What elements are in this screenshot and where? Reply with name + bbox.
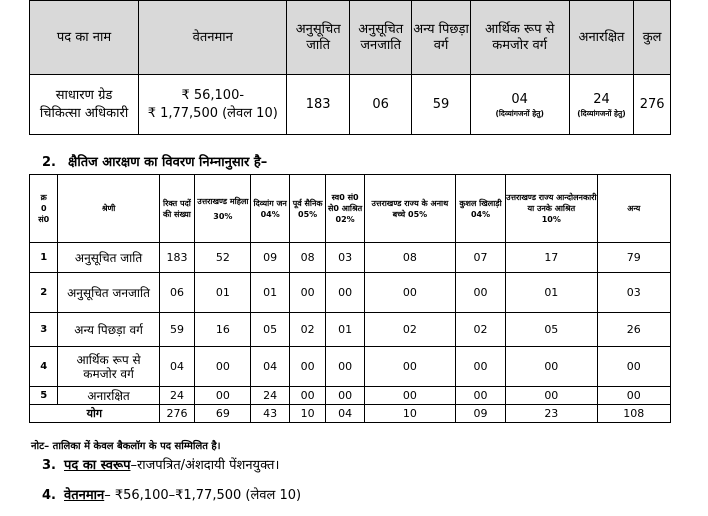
col-vacant: रिक्त पदों की संख्या [159, 175, 195, 243]
serial-h1: क्र [40, 193, 47, 202]
post-nature-label: पद का स्वरूप [64, 458, 131, 473]
ews-note: (दिव्यांगजनों हेतु) [495, 108, 544, 118]
vacancy-row [30, 75, 671, 135]
horizontal-reservation-table [29, 174, 671, 423]
row-value-cell: 00 [289, 387, 325, 405]
row-value-cell: 04 [251, 347, 289, 387]
row-category: अनुसूचित जाति [58, 243, 159, 273]
row-value-cell: 08 [289, 243, 325, 273]
item-3-number: 3. [42, 458, 56, 473]
agitator-label: उत्तराखण्ड राज्य आन्दोलनकारी या उनके आश्रित [506, 193, 597, 213]
pay-scale-label: वेतनमान [64, 488, 105, 503]
total-label: योग [30, 405, 160, 423]
col-category: श्रेणी [58, 175, 159, 243]
row-value-cell: 00 [506, 387, 597, 405]
row-value-cell: 01 [326, 313, 364, 347]
row-value-cell: 00 [195, 387, 251, 405]
row-value-cell: 05 [251, 313, 289, 347]
row-value-cell: 00 [195, 347, 251, 387]
sports-label: कुशल खिलाड़ी [459, 198, 502, 208]
freedom-pct: 02% [335, 215, 355, 224]
row-value-cell: 00 [597, 387, 670, 405]
col-total: कुल [634, 1, 671, 75]
post-nature-line [42, 455, 279, 473]
row-value-cell: 02 [289, 313, 325, 347]
pay-scale-line [42, 485, 301, 503]
row-value-cell: 09 [251, 243, 289, 273]
col-serial [30, 175, 58, 243]
row-serial: 5 [30, 387, 58, 405]
col-pay-scale: वेतनमान [139, 1, 287, 75]
row-serial: 4 [30, 347, 58, 387]
total-value-cell: 10 [364, 405, 455, 423]
row-value-cell: 16 [195, 313, 251, 347]
total-value-cell: 04 [326, 405, 364, 423]
col-obc: अन्य पिछड़ा वर्ग [412, 1, 470, 75]
pay-scale-cell [139, 75, 287, 135]
row-value-cell: 07 [455, 243, 505, 273]
row-value-cell: 24 [159, 387, 195, 405]
row-value-cell: 00 [326, 273, 364, 313]
st-value: 06 [349, 75, 412, 135]
row-serial: 1 [30, 243, 58, 273]
reservation-row [30, 313, 671, 347]
ex-army-label: पूर्व सैनिक [292, 198, 323, 208]
uk-women-label: उत्तराखण्ड महिला [197, 196, 249, 206]
row-category: अनुसूचित जनजाति [58, 273, 159, 313]
row-value-cell: 59 [159, 313, 195, 347]
obc-value: 59 [412, 75, 470, 135]
section-2-heading [42, 152, 267, 170]
row-value-cell: 00 [326, 347, 364, 387]
row-value-cell: 01 [251, 273, 289, 313]
col-sc: अनुसूचित जाति [287, 1, 350, 75]
row-value-cell: 02 [455, 313, 505, 347]
row-value-cell: 08 [364, 243, 455, 273]
row-value-cell: 06 [159, 273, 195, 313]
reservation-table-body [30, 243, 671, 423]
reservation-row [30, 243, 671, 273]
ur-note: (दिव्यांगजनों हेतु) [577, 108, 626, 118]
ews-value: 04 [511, 91, 528, 107]
row-value-cell: 02 [364, 313, 455, 347]
item-4-number: 4. [42, 488, 56, 503]
col-freedom [326, 175, 364, 243]
divyang-label: दिव्यांग जन [253, 198, 287, 208]
freedom-label: स्व0 सं0 से0 आश्रित [327, 193, 363, 213]
pay-scale-value: – ₹56,100–₹1,77,500 (लेवल 10) [104, 488, 302, 503]
post-name-line2: चिकित्सा अधिकारी [39, 105, 129, 121]
total-value-cell: 23 [506, 405, 597, 423]
col-ews: आर्थिक रूप से कमजोर वर्ग [470, 1, 569, 75]
post-nature-value: –राजपत्रित/अंशदायी पेंशनयुक्त। [130, 458, 280, 473]
post-name-cell [30, 75, 139, 135]
row-value-cell: 17 [506, 243, 597, 273]
ur-cell [569, 75, 633, 135]
total-value-cell: 276 [159, 405, 195, 423]
col-orphan: उत्तराखण्ड राज्य के अनाथ बच्चे 05% [364, 175, 455, 243]
vacancy-table-header [30, 1, 671, 75]
reservation-row [30, 273, 671, 313]
pay-line1: ₹ 56,100- [181, 87, 245, 103]
row-value-cell: 05 [506, 313, 597, 347]
row-category: आर्थिक रूप से कमजोर वर्ग [58, 347, 159, 387]
row-value-cell: 00 [364, 273, 455, 313]
col-agitator [506, 175, 597, 243]
col-st: अनुसूचित जनजाति [349, 1, 412, 75]
pay-line2: ₹ 1,77,500 (लेवल 10) [147, 105, 278, 121]
col-other: अन्य [597, 175, 670, 243]
row-value-cell: 00 [289, 273, 325, 313]
total-value: 276 [634, 75, 671, 135]
col-ur: अनारक्षित [569, 1, 633, 75]
vacancy-table [29, 0, 671, 135]
ur-value: 24 [593, 91, 610, 107]
post-name-line1: साधारण ग्रेड [55, 87, 113, 103]
row-value-cell: 52 [195, 243, 251, 273]
sports-pct: 04% [470, 209, 491, 219]
total-value-cell: 43 [251, 405, 289, 423]
col-sports [455, 175, 505, 243]
col-uk-women [195, 175, 251, 243]
row-value-cell: 00 [364, 347, 455, 387]
row-value-cell: 00 [289, 347, 325, 387]
reservation-row [30, 387, 671, 405]
row-value-cell: 03 [326, 243, 364, 273]
reservation-row [30, 347, 671, 387]
section-2-number: 2. [42, 155, 56, 170]
serial-h2: 0 [40, 204, 47, 213]
row-value-cell: 01 [195, 273, 251, 313]
total-value-cell: 69 [195, 405, 251, 423]
divyang-pct: 04% [260, 209, 280, 219]
serial-h3: सं0 [38, 215, 50, 224]
row-value-cell: 183 [159, 243, 195, 273]
row-value-cell: 26 [597, 313, 670, 347]
row-value-cell: 24 [251, 387, 289, 405]
row-category: अन्य पिछड़ा वर्ग [58, 313, 159, 347]
uk-women-pct: 30% [213, 211, 233, 221]
ews-cell [470, 75, 569, 135]
row-value-cell: 00 [506, 347, 597, 387]
row-value-cell: 03 [597, 273, 670, 313]
row-serial: 3 [30, 313, 58, 347]
row-value-cell: 04 [159, 347, 195, 387]
total-value-cell: 09 [455, 405, 505, 423]
ex-army-pct: 05% [298, 209, 318, 219]
row-value-cell: 00 [455, 387, 505, 405]
row-value-cell: 79 [597, 243, 670, 273]
row-category: अनारक्षित [58, 387, 159, 405]
sc-value: 183 [287, 75, 350, 135]
row-value-cell: 00 [455, 273, 505, 313]
col-post-name: पद का नाम [30, 1, 139, 75]
col-divyang [251, 175, 289, 243]
reservation-table-header [30, 175, 671, 243]
row-value-cell: 00 [597, 347, 670, 387]
row-value-cell: 00 [455, 347, 505, 387]
row-value-cell: 01 [506, 273, 597, 313]
row-value-cell: 00 [364, 387, 455, 405]
row-serial: 2 [30, 273, 58, 313]
row-value-cell: 00 [326, 387, 364, 405]
col-ex-army [289, 175, 325, 243]
table-note: नोट– तालिका में केवल बैकलॉग के पद सम्मिलित है। [31, 441, 221, 452]
total-value-cell: 108 [597, 405, 670, 423]
section-2-title: क्षैतिज आरक्षण का विवरण निम्नानुसार है– [68, 155, 268, 170]
total-value-cell: 10 [289, 405, 325, 423]
total-row [30, 405, 671, 423]
agitator-pct: 10% [541, 215, 561, 224]
